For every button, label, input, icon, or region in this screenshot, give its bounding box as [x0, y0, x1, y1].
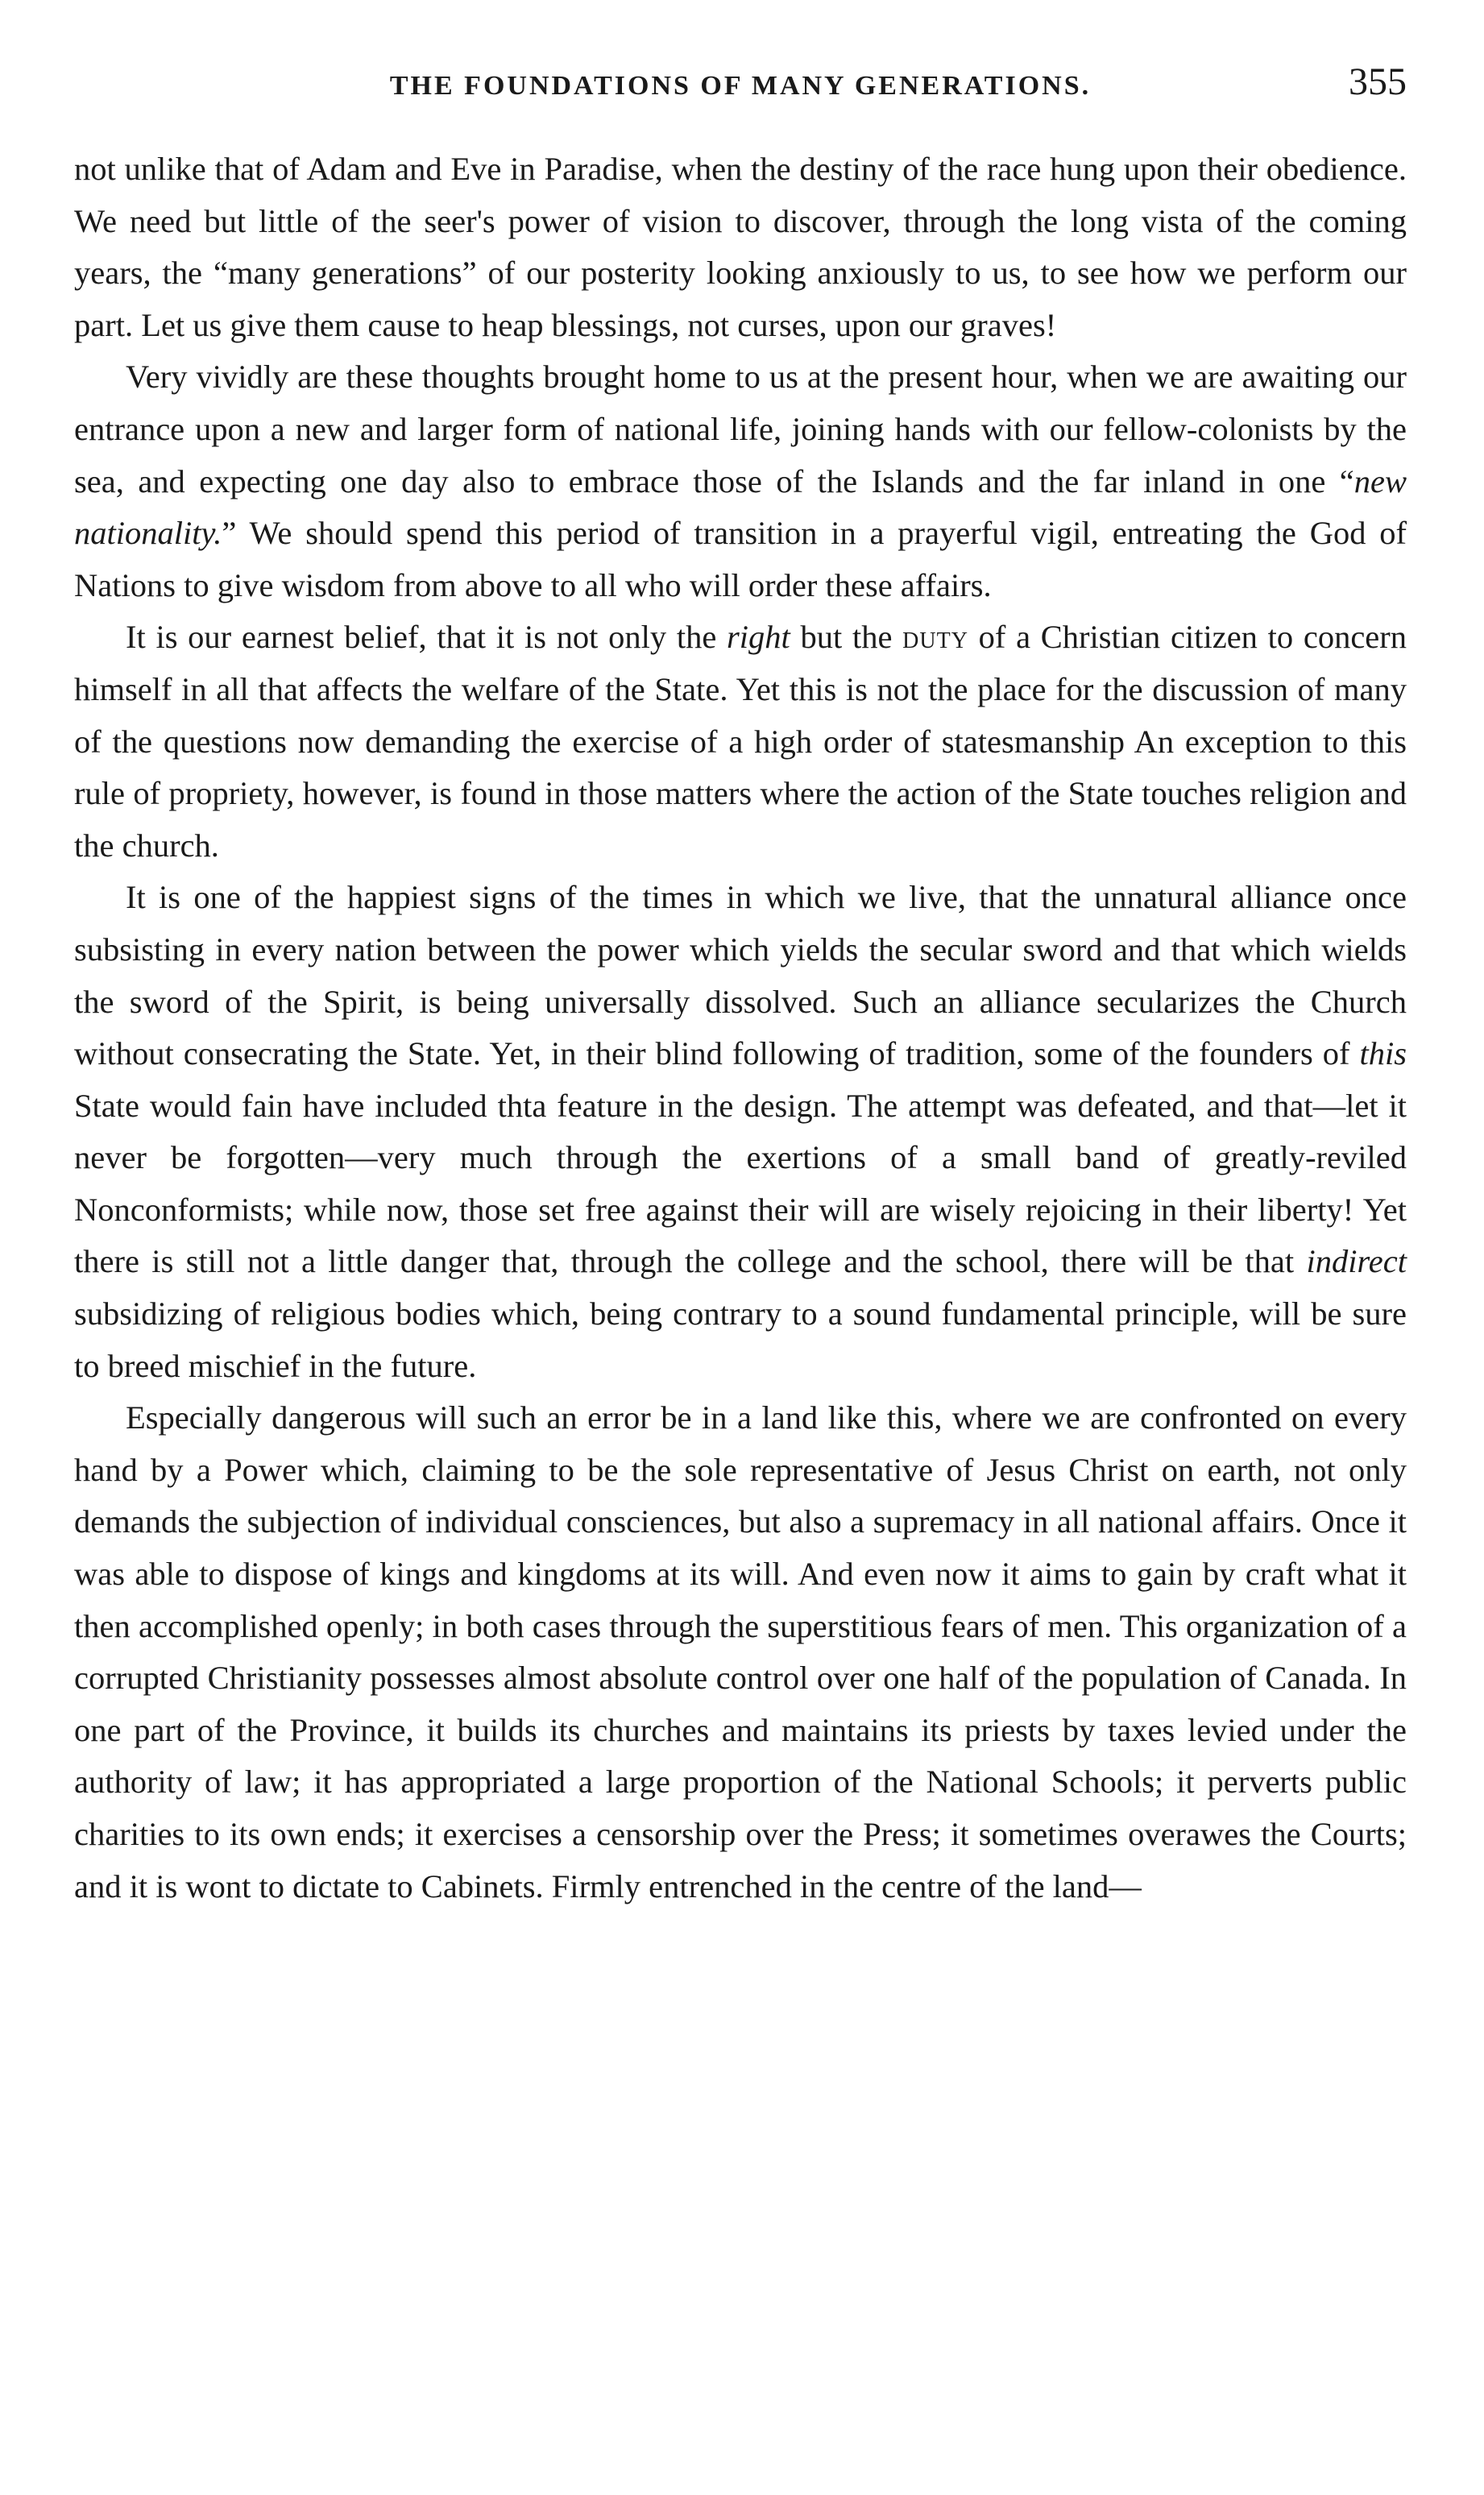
text-run: not unlike that of Adam and Eve in Paradise, when the destiny of the race hung upon their obedience. We need but little of the seer's power of vision to discover, through the long vista of the coming years, the “many generations” of our posterity looking anxiously to us, to see how we perform our part. Let us give them cause to heap blessings, not curses, upon our graves! [74, 151, 1407, 343]
text-run: State would fain have included thta feature in the design. The attempt was defeated, and that—let it never be forgotten—very much through the exertions of a small band of greatly-reviled Nonconformists; while now, those set free against their will are wisely rejoicing in their liberty! Yet there is still not a little danger that, through the college and the school, there will be that [74, 1087, 1407, 1280]
text-run: Very vividly are these thoughts brought home to us at the present hour, when we are awaiting our entrance upon a new and larger form of national life, joining hands with our fellow-colonists by the sea, and expecting one day also to embrace those of the Islands and the far inland in one “ [74, 359, 1407, 499]
text-run: It is our earnest belief, that it is not only the [126, 619, 727, 656]
paragraph [74, 872, 1407, 1392]
paragraph [74, 143, 1407, 351]
running-head [74, 56, 1407, 113]
paragraph [74, 351, 1407, 611]
emphasized-text: new nationality. [74, 462, 1407, 552]
paragraph [74, 1392, 1407, 1913]
emphasized-text: right [727, 619, 790, 656]
text-run: It is one of the happiest signs of the times in which we live, that the unnatural alliance once subsisting in every nation between the power which yields the secular sword and that which wields the sword of the Spirit, is being universally dissolved. Such an alliance secularizes the Church without consecrating the State. Yet, in their blind following of tradition, some of the founders of [74, 879, 1407, 1072]
paragraph [74, 611, 1407, 872]
text-run: but the [790, 619, 903, 656]
emphasized-text: this [1359, 1035, 1407, 1072]
text-run: ” We should spend this period of transition in a prayerful vigil, entreating the God of Nations to give wisdom from above to all who will order these affairs. [74, 515, 1407, 603]
page-number: 355 [1349, 60, 1407, 103]
running-title: THE FOUNDATIONS OF MANY GENERATIONS. [389, 71, 1092, 101]
text-run: Especially dangerous will such an error be in a land like this, where we are confronted on every hand by a Power which, claiming to be the sole representative of Jesus Christ on earth, not only demands the subjection of individual consciences, but also a supremacy in all national affairs. Once it was able to dispose of kings and kingdoms at its will. And even now it aims to gain by craft what it then accomplished openly; in both cases through the superstitious fears of men. This organization of a corrupted Christianity possesses almost absolute control over one half of the population of Canada. In one part of the Province, it builds its churches and maintains its priests by taxes levied under the authority of law; it has appropriated a large proportion of the National Schools; it perverts public charities to its own ends; it exercises a censorship over the Press; it sometimes overawes the Courts; and it is wont to dictate to Cabinets. Firmly entrenched in the centre of the land— [74, 1399, 1407, 1904]
emphasized-text: duty [902, 619, 968, 656]
emphasized-text: indirect [1306, 1243, 1407, 1280]
text-run: subsidizing of religious bodies which, being contrary to a sound fundamental principle, will be sure to breed mischief in the future. [74, 1295, 1407, 1384]
body-text [74, 143, 1407, 1913]
text-run: of a Christian citizen to concern himself in all that affects the welfare of the State. Yet this is not the place for the discussion of many of the questions now demanding the exercise of a high order of statesmanship An exception to this rule of propriety, however, is found in those matters where the action of the State touches religion and the church. [74, 619, 1407, 864]
